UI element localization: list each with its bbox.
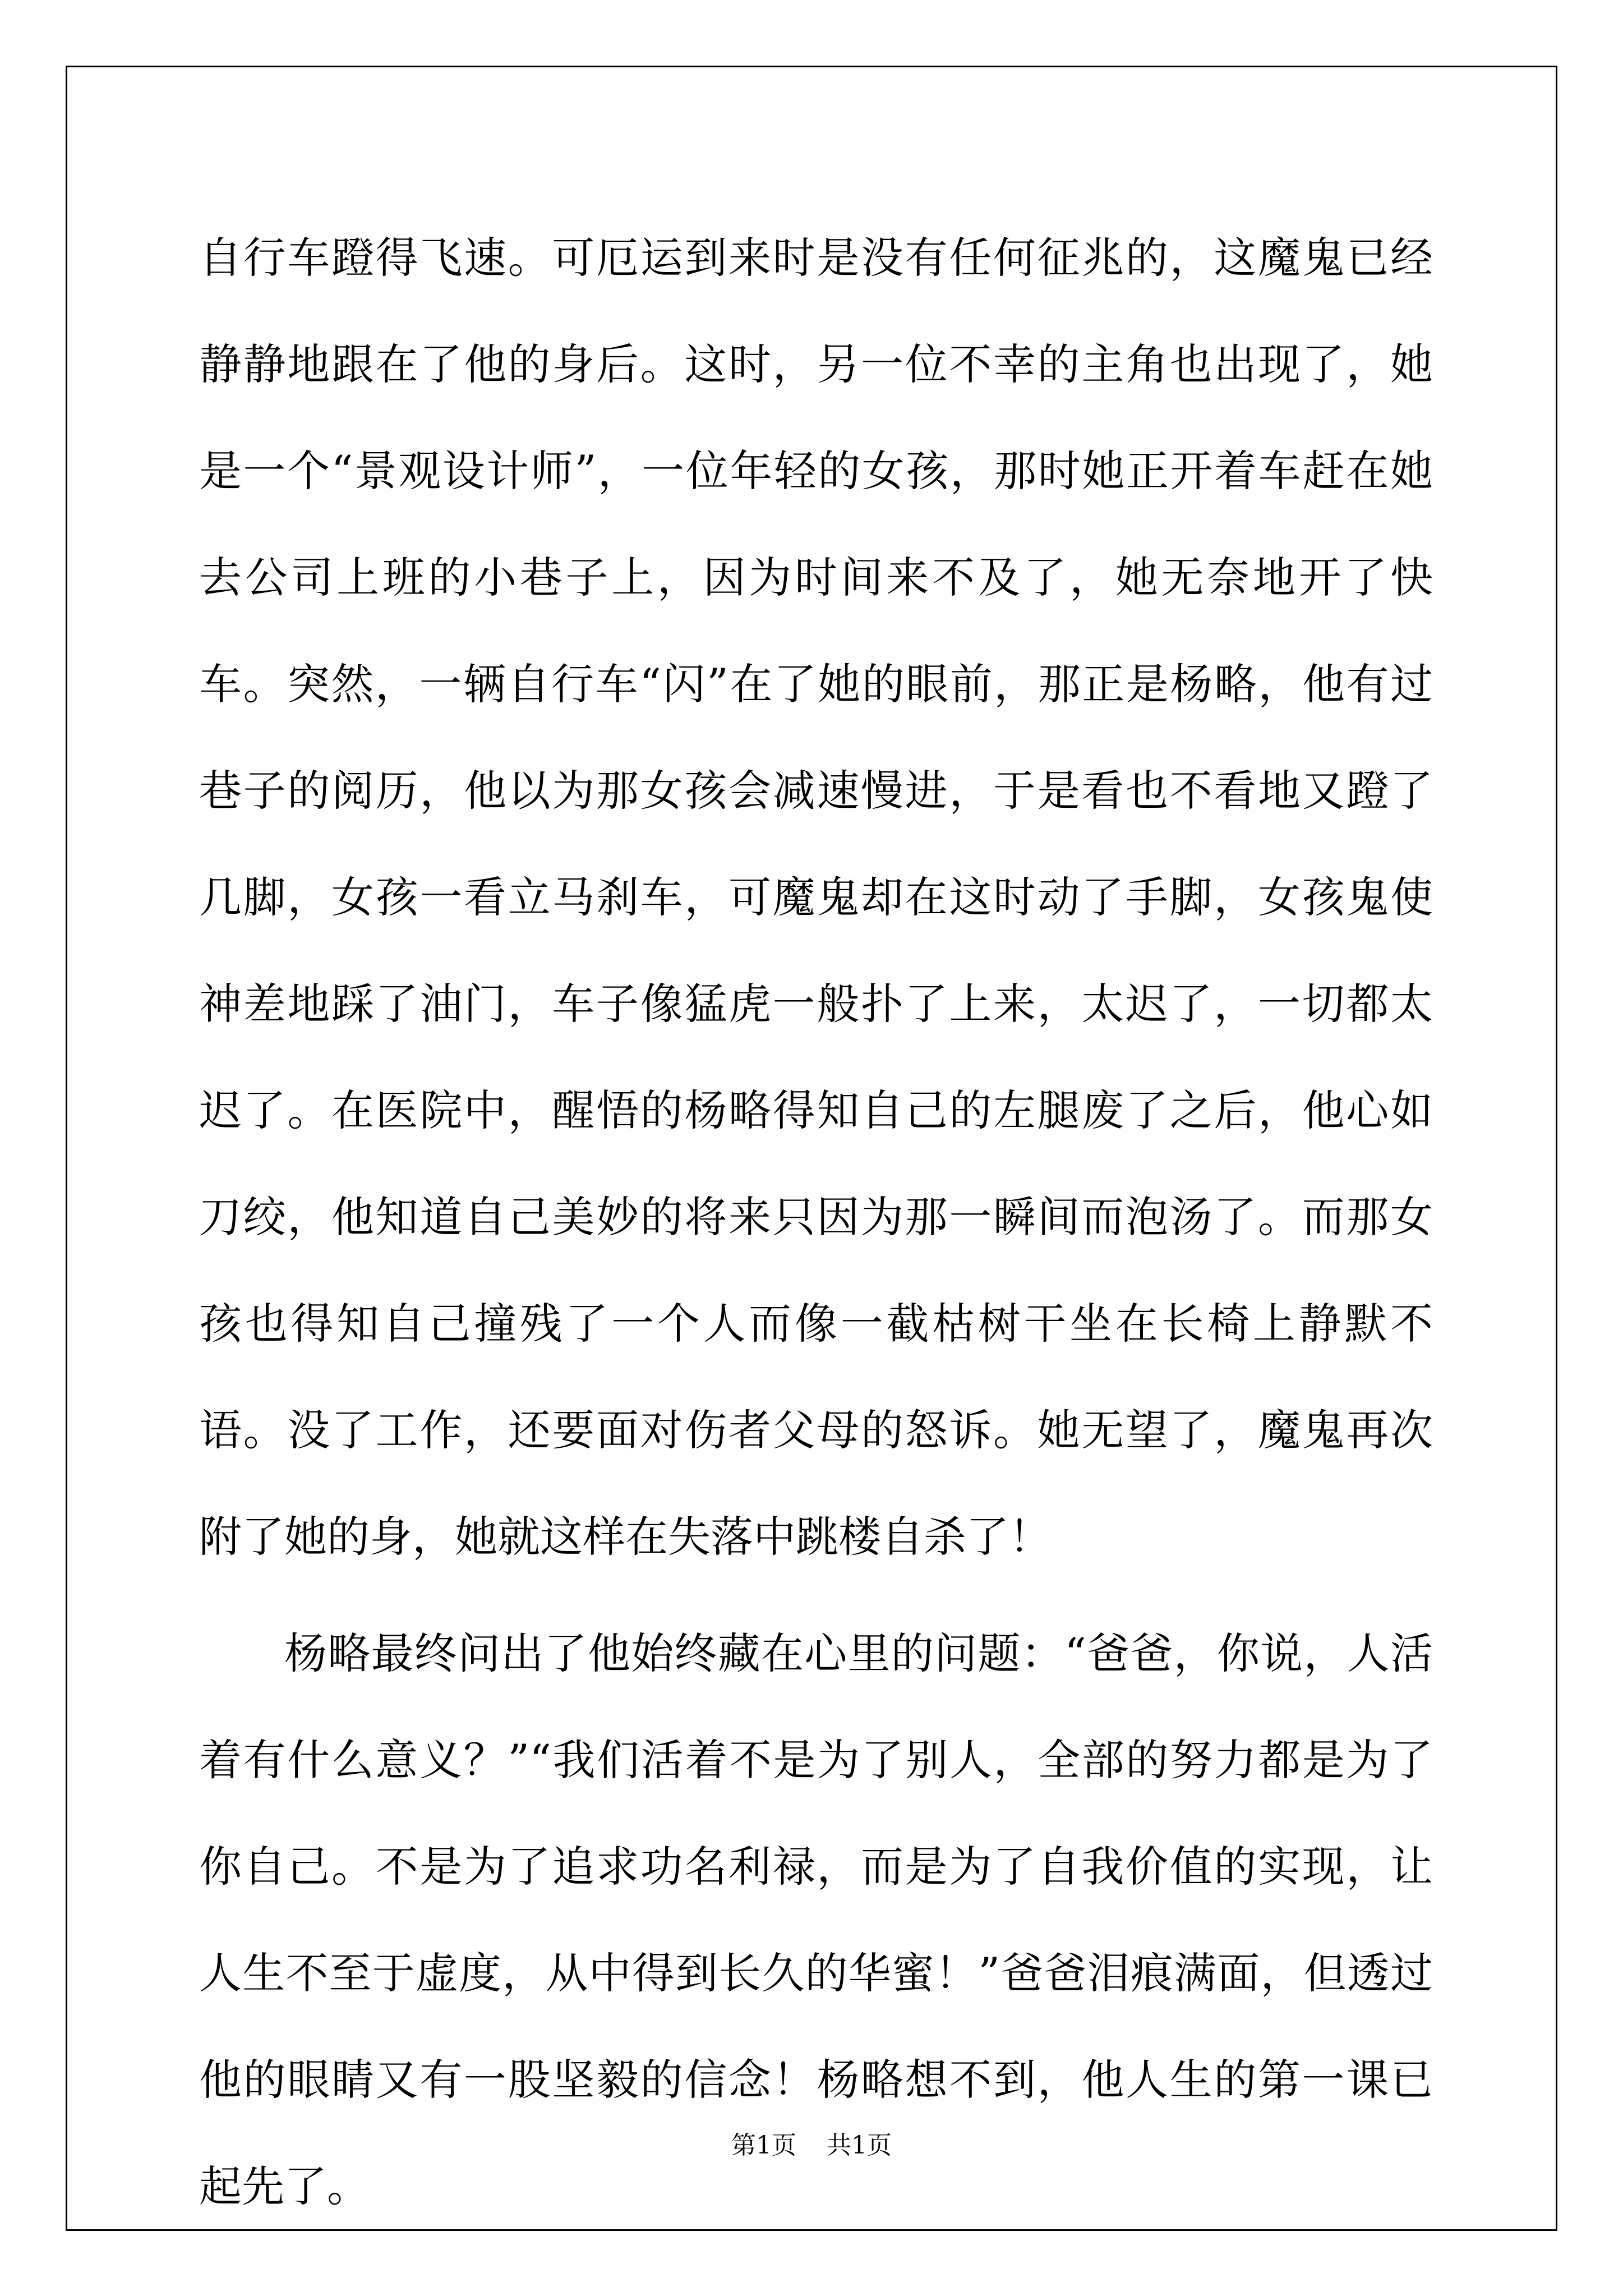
page-footer [0, 2129, 1623, 2162]
paragraph-1: 自行车蹬得飞速。可厄运到来时是没有任何征兆的，这魔鬼已经静静地跟在了他的身后。这时，另一位不幸的主角也出现了，她是一个“景观设计师”，一位年轻的女孩，那时她正开着车赶在她去公司上班的小巷子上，因为时间来不及了，她无奈地开了快车。突然，一辆自行车“闪”在了她的眼前，那正是杨略，他有过巷子的阅历，他以为那女孩会减速慢进，于是看也不看地又蹬了几脚，女孩一看立马刹车，可魔鬼却在这时动了手脚，女孩鬼使神差地踩了油门，车子像猛虎一般扑了上来，太迟了，一切都太迟了。在医院中，醒悟的杨略得知自己的左腿废了之后，他心如刀绞，他知道自己美妙的将来只因为那一瞬间而泡汤了。而那女孩也得知自己撞残了一个人而像一截枯树干坐在长椅上静默不语。没了工作，还要面对伤者父母的怒诉。她无望了，魔鬼再次附了她的身，她就这样在失落中跳楼自杀了！ [199, 233, 1433, 1562]
paragraph-2: 杨略最终问出了他始终藏在心里的问题：“爸爸，你说，人活着有什么意义？”“我们活着不是为了别人，全部的努力都是为了你自己。不是为了追求功名利禄，而是为了自我价值的实现，让人生不至于虚度，从中得到长久的华蜜！”爸爸泪痕满面，但透过他的眼睛又有一股坚毅的信念！杨略想不到，他人生的第一课已起先了。 [199, 1628, 1433, 2211]
document-body [199, 205, 1433, 2240]
page-number-current: 第1页 [731, 2131, 796, 2160]
page-number-total: 共1页 [827, 2131, 892, 2160]
